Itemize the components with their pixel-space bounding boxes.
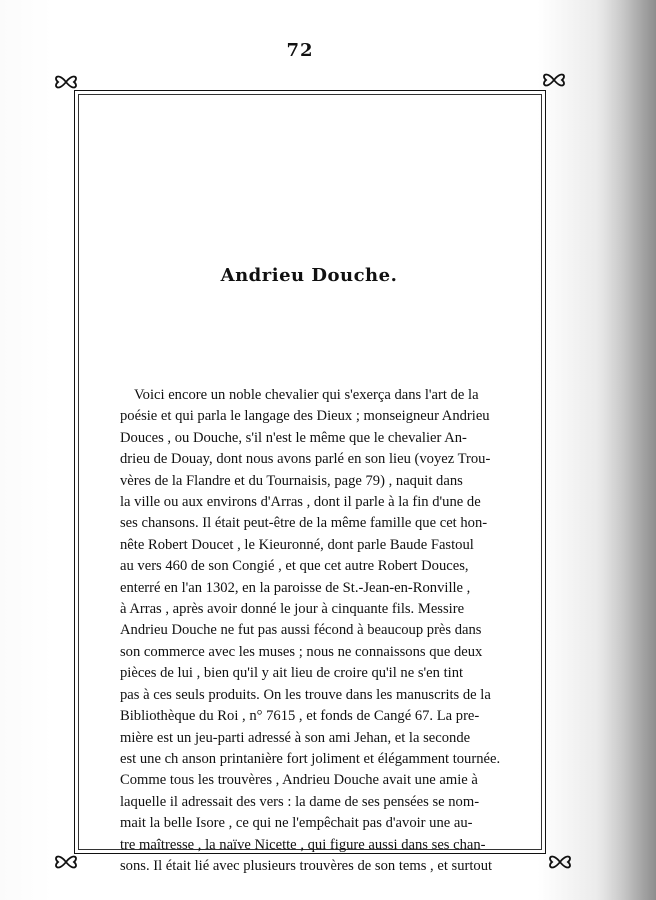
fleuron-icon [52, 848, 80, 876]
fleuron-icon [52, 68, 80, 96]
text-line: son commerce avec les muses ; nous ne connaissons que deux [120, 643, 483, 660]
text-line: drieu de Douay, dont nous avons parlé en son lieu (voyez Trou- [120, 451, 491, 468]
text-line: Comme tous les trouvères , Andrieu Douche avait une amie à [120, 772, 478, 789]
text-line: poésie et qui parla le langage des Dieux ; monseigneur Andrieu [120, 408, 490, 425]
body-paragraph [120, 385, 504, 877]
text-line: mière est un jeu-parti adressé à son ami Jehan, et la seconde [120, 729, 471, 746]
text-line: enterré en l'an 1302, en la paroisse de St.-Jean-en-Ronville , [120, 579, 471, 596]
text-line: tre maîtresse , la naïve Nicette , qui figure aussi dans ses chan- [120, 836, 486, 853]
text-line: laquelle il adressait des vers : la dame de ses pensées se nom- [120, 793, 480, 810]
text-line: vères de la Flandre et du Tournaisis, page 79) , naquit dans [120, 472, 463, 489]
text-line: Douces , ou Douche, s'il n'est le même que le chevalier An- [120, 429, 467, 446]
text-line: pièces de lui , bien qu'il y ait lieu de croire qu'il ne s'en tint [120, 665, 464, 682]
text-line: Voici encore un noble chevalier qui s'exerça dans l'art de la [134, 387, 479, 403]
text-line: Andrieu Douche ne fut pas aussi fécond à beaucoup près dans [120, 622, 482, 639]
text-line: sons. Il était lié avec plusieurs trouvères de son tems , et surtout [120, 857, 493, 874]
text-line: ses chansons. Il était peut-être de la même famille que cet hon- [120, 515, 488, 532]
text-line: à Arras , après avoir donné le jour à cinquante fils. Messire [120, 601, 465, 618]
text-line: nête Robert Doucet , le Kieuronné, dont parle Baude Fastoul [120, 536, 474, 553]
fleuron-icon [540, 66, 568, 94]
text-line: est une ch anson printanière fort joliment et élégamment tournée. [120, 750, 501, 767]
text-line: la ville ou aux environs d'Arras , dont il parle à la fin d'une de [120, 494, 481, 511]
text-line: pas à ces seuls produits. On les trouve dans les manuscrits de la [120, 686, 491, 703]
binding-shadow [596, 0, 656, 900]
fleuron-icon [546, 848, 574, 876]
chapter-title: Andrieu Douche. [220, 265, 398, 286]
text-line: mait la belle Isore , ce qui ne l'empêchait pas d'avoir une au- [120, 815, 473, 832]
page-number: 72 [286, 40, 314, 61]
text-line: Bibliothèque du Roi , n° 7615 , et fonds de Cangé 67. La pre- [120, 708, 480, 725]
text-line: au vers 460 de son Congié , et que cet autre Robert Douces, [120, 558, 469, 575]
